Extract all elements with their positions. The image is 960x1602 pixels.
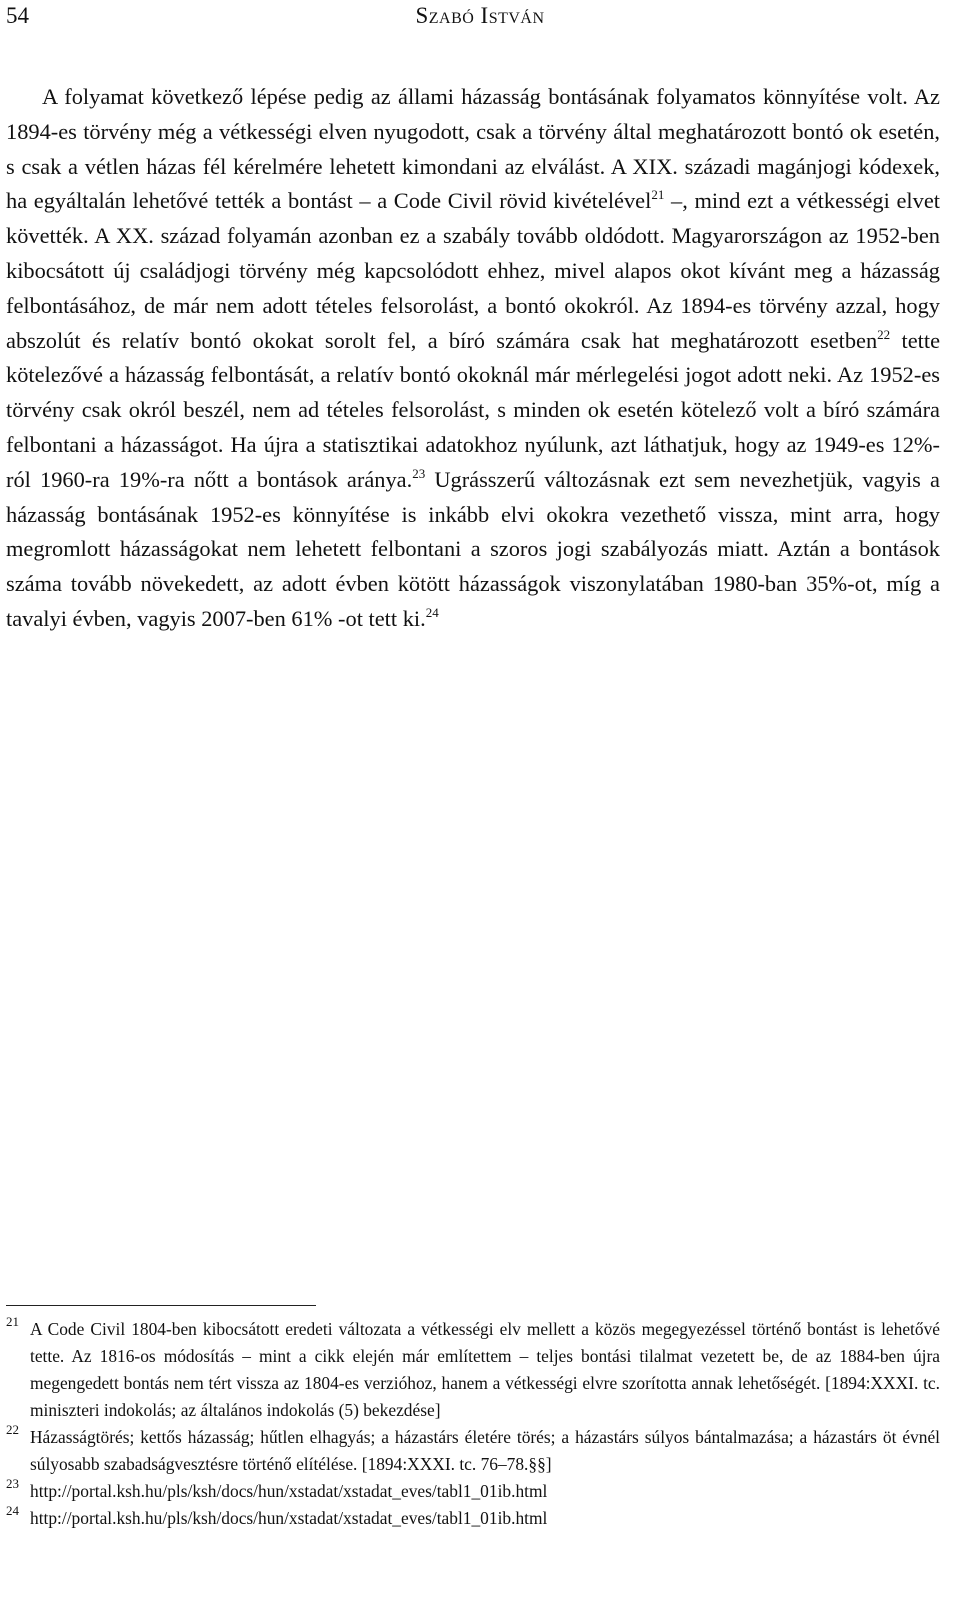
footnote-text: A Code Civil 1804-ben kibocsátott eredeti változata a vétkességi elv mellett a közös megegyezéssel történő bontást is lehetővé tette. Az 1816-os módosítás – mint a cikk elején már említettem – teljes bontási tilalmat vezetett be, de az 1884-ben újra megengedett bontás nem tért vissza az 1804-es verzióhoz, hanem a vétkességi elvre szorította annak lehetőségét. [1894:XXXI. tc. miniszteri indokolás; az általános indokolás (5) bekezdése] bbox=[30, 1319, 940, 1420]
body-paragraph bbox=[6, 80, 940, 637]
footnote-ref-22[interactable]: 22 bbox=[877, 326, 891, 342]
footnote-22 bbox=[6, 1424, 940, 1478]
footnote-number: 21 bbox=[6, 1314, 19, 1329]
body-text-segment: tette kötelezővé a házasság felbontását, a relatív bontó okoknál már mérlegelési jogot adott neki. Az 1952-es törvény csak okról beszél, nem ad tételes felsorolást, s minden ok esetén kötelező volt a bíró számára felbontani a házasságot. Ha újra a statisztikai adatokhoz nyúlunk, azt láthatjuk, hogy az 1949-es 12%-ról 1960-ra 19%-ra nőtt a bontások aránya. bbox=[6, 327, 941, 492]
footnote-divider bbox=[6, 1305, 316, 1306]
footnote-text: Házasságtörés; kettős házasság; hűtlen elhagyás; a házastárs életére törés; a házastárs súlyos bántalmazása; a házastárs öt évnél súlyosabb szabadságvesztésre történő elítélése. [1894:XXXI. tc. 76–78.§§] bbox=[30, 1427, 940, 1474]
footnote-21 bbox=[6, 1316, 940, 1424]
body-text-segment: A folyamat következő lépése pedig az állami házasság bontásának folyamatos könnyítése volt. Az 1894-es törvény még a vétkességi elven nyugodott, csak a törvény által meghatározott bontó ok esetén, s csak a vétlen házas fél kérelmére lehetett kimondani az elválást. A XIX. századi magánjogi kódexek, ha egyáltalán lehetővé tették a bontást – a Code Civil rövid kivételével bbox=[6, 84, 940, 214]
page-number: 54 bbox=[6, 3, 29, 28]
footnote-link[interactable]: http://portal.ksh.hu/pls/ksh/docs/hun/xstadat/xstadat_eves/tabl1_01ib.html bbox=[30, 1508, 548, 1528]
footnote-number: 23 bbox=[6, 1476, 19, 1491]
body-text-segment: Ugrásszerű változásnak ezt sem nevezhetjük, vagyis a házasság bontásának 1952-es könnyítése is inkább elvi okokra vezethető vissza, mint arra, hogy megromlott házasságokat nem lehetett felbontani a szoros jogi szabályozás miatt. Aztán a bontások száma tovább növekedett, az adott évben kötött házasságok viszonylatában 1980-ban 35%-ot, míg a tavalyi évben, vagyis 2007-ben 61% -ot tett ki. bbox=[6, 466, 940, 631]
footnote-number: 24 bbox=[6, 1503, 19, 1518]
footnote-ref-24[interactable]: 24 bbox=[425, 604, 439, 620]
footnote-link[interactable]: http://portal.ksh.hu/pls/ksh/docs/hun/xstadat/xstadat_eves/tabl1_01ib.html bbox=[30, 1481, 548, 1501]
footnotes bbox=[6, 1316, 940, 1532]
footnote-23 bbox=[6, 1478, 940, 1505]
body-text-segment: –, mind ezt a vétkességi elvet követték. A XX. század folyamán azonban ez a szabály tovább oldódott. Magyarországon az 1952-ben kibocsátott új családjogi törvény még kapcsolódott ehhez, mivel alapos okot kívánt meg a házasság felbontásához, de már nem adott tételes felsorolást, a bontó okokról. Az 1894-es törvény azzal, hogy abszolút és relatív bontó okokat sorolt fel, a bíró számára csak hat meghatározott esetben bbox=[6, 188, 940, 353]
footnote-number: 22 bbox=[6, 1422, 19, 1437]
footnote-ref-21[interactable]: 21 bbox=[651, 187, 665, 203]
running-title: Szabó István bbox=[415, 3, 545, 28]
footnote-24 bbox=[6, 1505, 940, 1532]
footnote-ref-23[interactable]: 23 bbox=[412, 465, 426, 481]
